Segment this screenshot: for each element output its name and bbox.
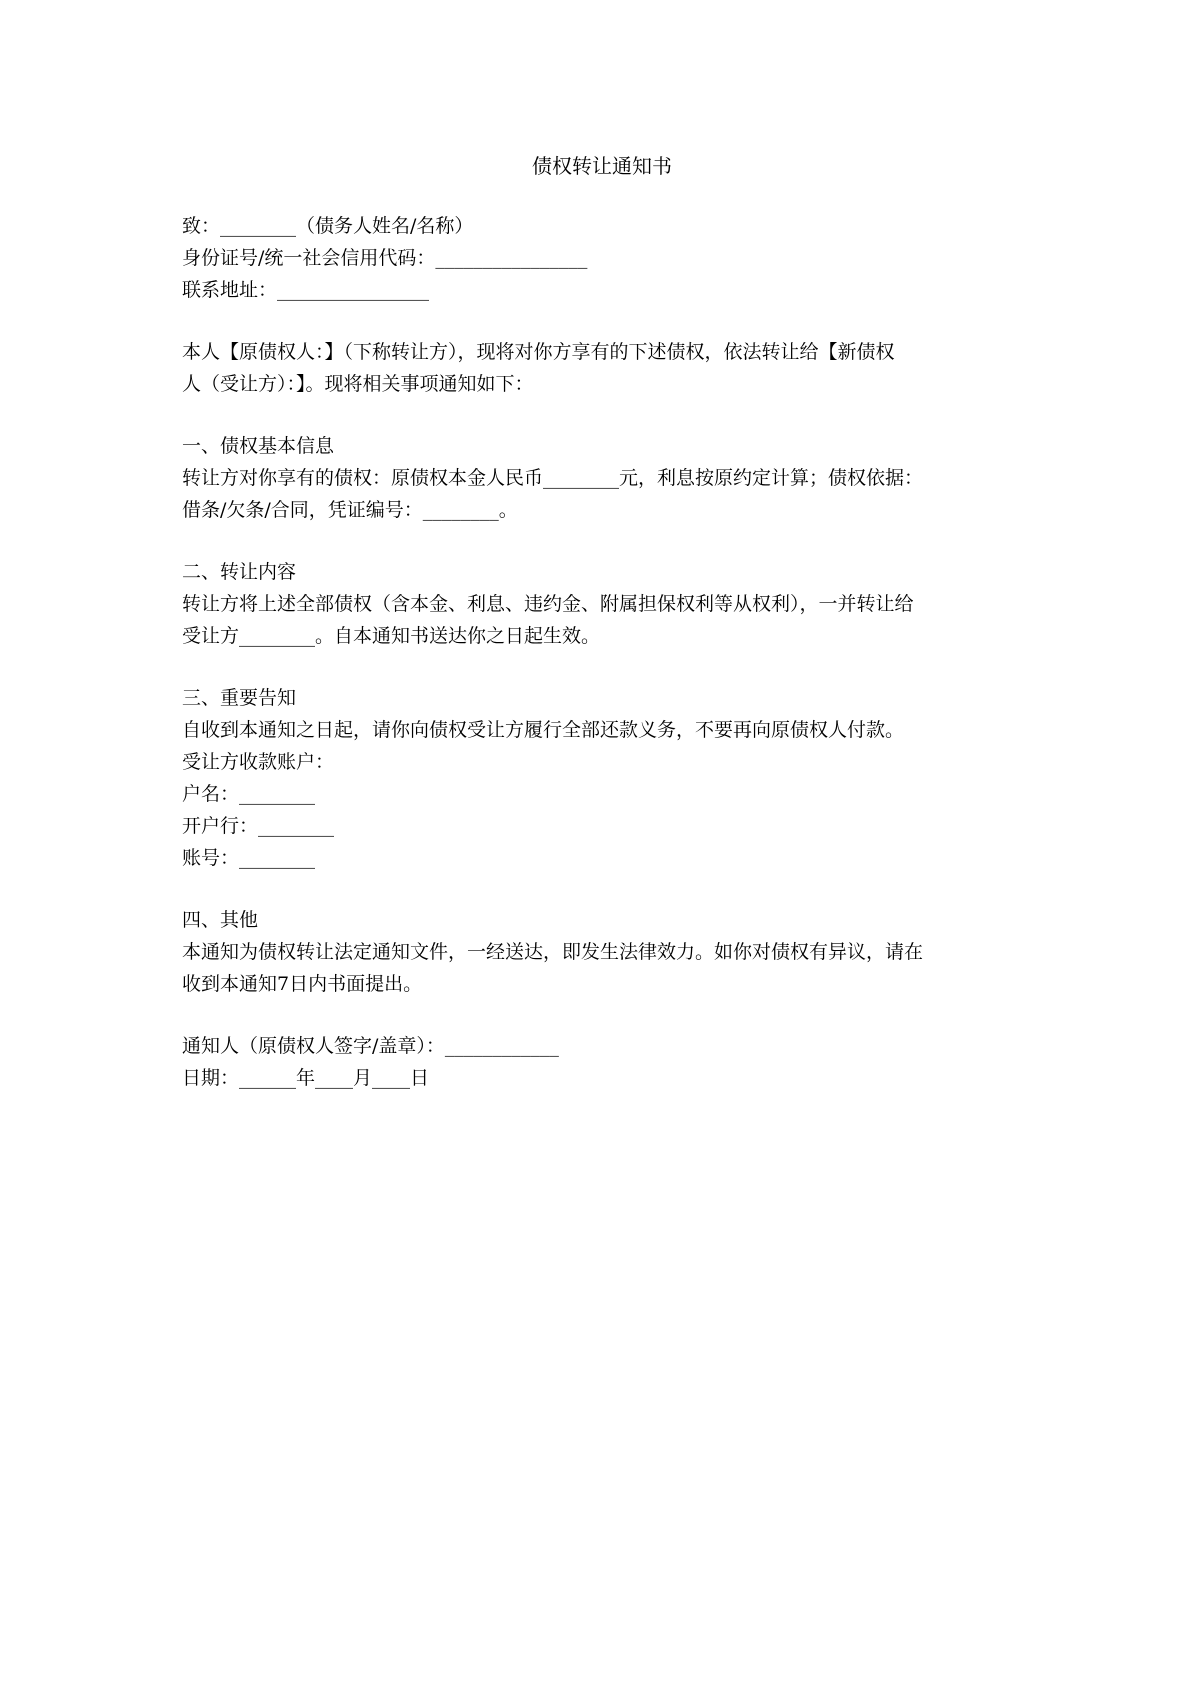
section-2-line-1: 转让方将上述全部债权（含本金、利息、违约金、附属担保权利等从权利），一并转让给 [182,593,914,615]
section-2-heading: 二、转让内容 [182,561,297,583]
intro-line-1: 本人【原债权人：】（下称转让方），现将对你方享有的下述债权，依法转让给【新债权 [182,341,895,363]
account-number-line: 账号：________ [182,847,316,869]
document-title: 债权转让通知书 [532,154,672,178]
section-4-line-1: 本通知为债权转让法定通知文件，一经送达，即发生法律效力。如你对债权有异议，请在 [182,941,924,963]
section-important-notice [182,682,1022,874]
section-3-line-1: 自收到本通知之日起，请你向债权受让方履行全部还款义务，不要再向原债权人付款。 [182,719,905,741]
account-label: 受让方收款账户： [182,751,335,773]
section-3-heading: 三、重要告知 [182,687,297,709]
recipient-block [182,210,1022,306]
account-name-line: 户名：________ [182,783,316,805]
intro-line-2: 人（受让方）：】。现将相关事项通知如下： [182,373,534,395]
section-transfer-content [182,556,1022,652]
section-debt-info [182,430,1022,526]
section-4-heading: 四、其他 [182,909,259,931]
signature-block [182,1030,1022,1094]
section-4-line-2: 收到本通知7日内书面提出。 [182,973,423,995]
section-1-heading: 一、债权基本信息 [182,435,335,457]
section-1-line-2: 借条/欠条/合同，凭证编号：________。 [182,499,518,521]
document-page [182,150,1022,1094]
section-other [182,904,1022,1000]
recipient-address-line: 联系地址：________________ [182,279,430,301]
section-1-line-1: 转让方对你享有的债权：原债权本金人民币________元，利息按原约定计算；债权依据： [182,467,924,489]
intro-paragraph [182,336,1022,400]
recipient-to-line: 致：________（债务人姓名/名称） [182,215,474,237]
section-2-line-2: 受让方________。自本通知书送达你之日起生效。 [182,625,601,647]
recipient-id-line: 身份证号/统一社会信用代码：________________ [182,247,588,269]
bank-line: 开户行：________ [182,815,335,837]
notifier-signature-line: 通知人（原债权人签字/盖章）：____________ [182,1035,559,1057]
date-line: 日期：______年____月____日 [182,1067,430,1089]
